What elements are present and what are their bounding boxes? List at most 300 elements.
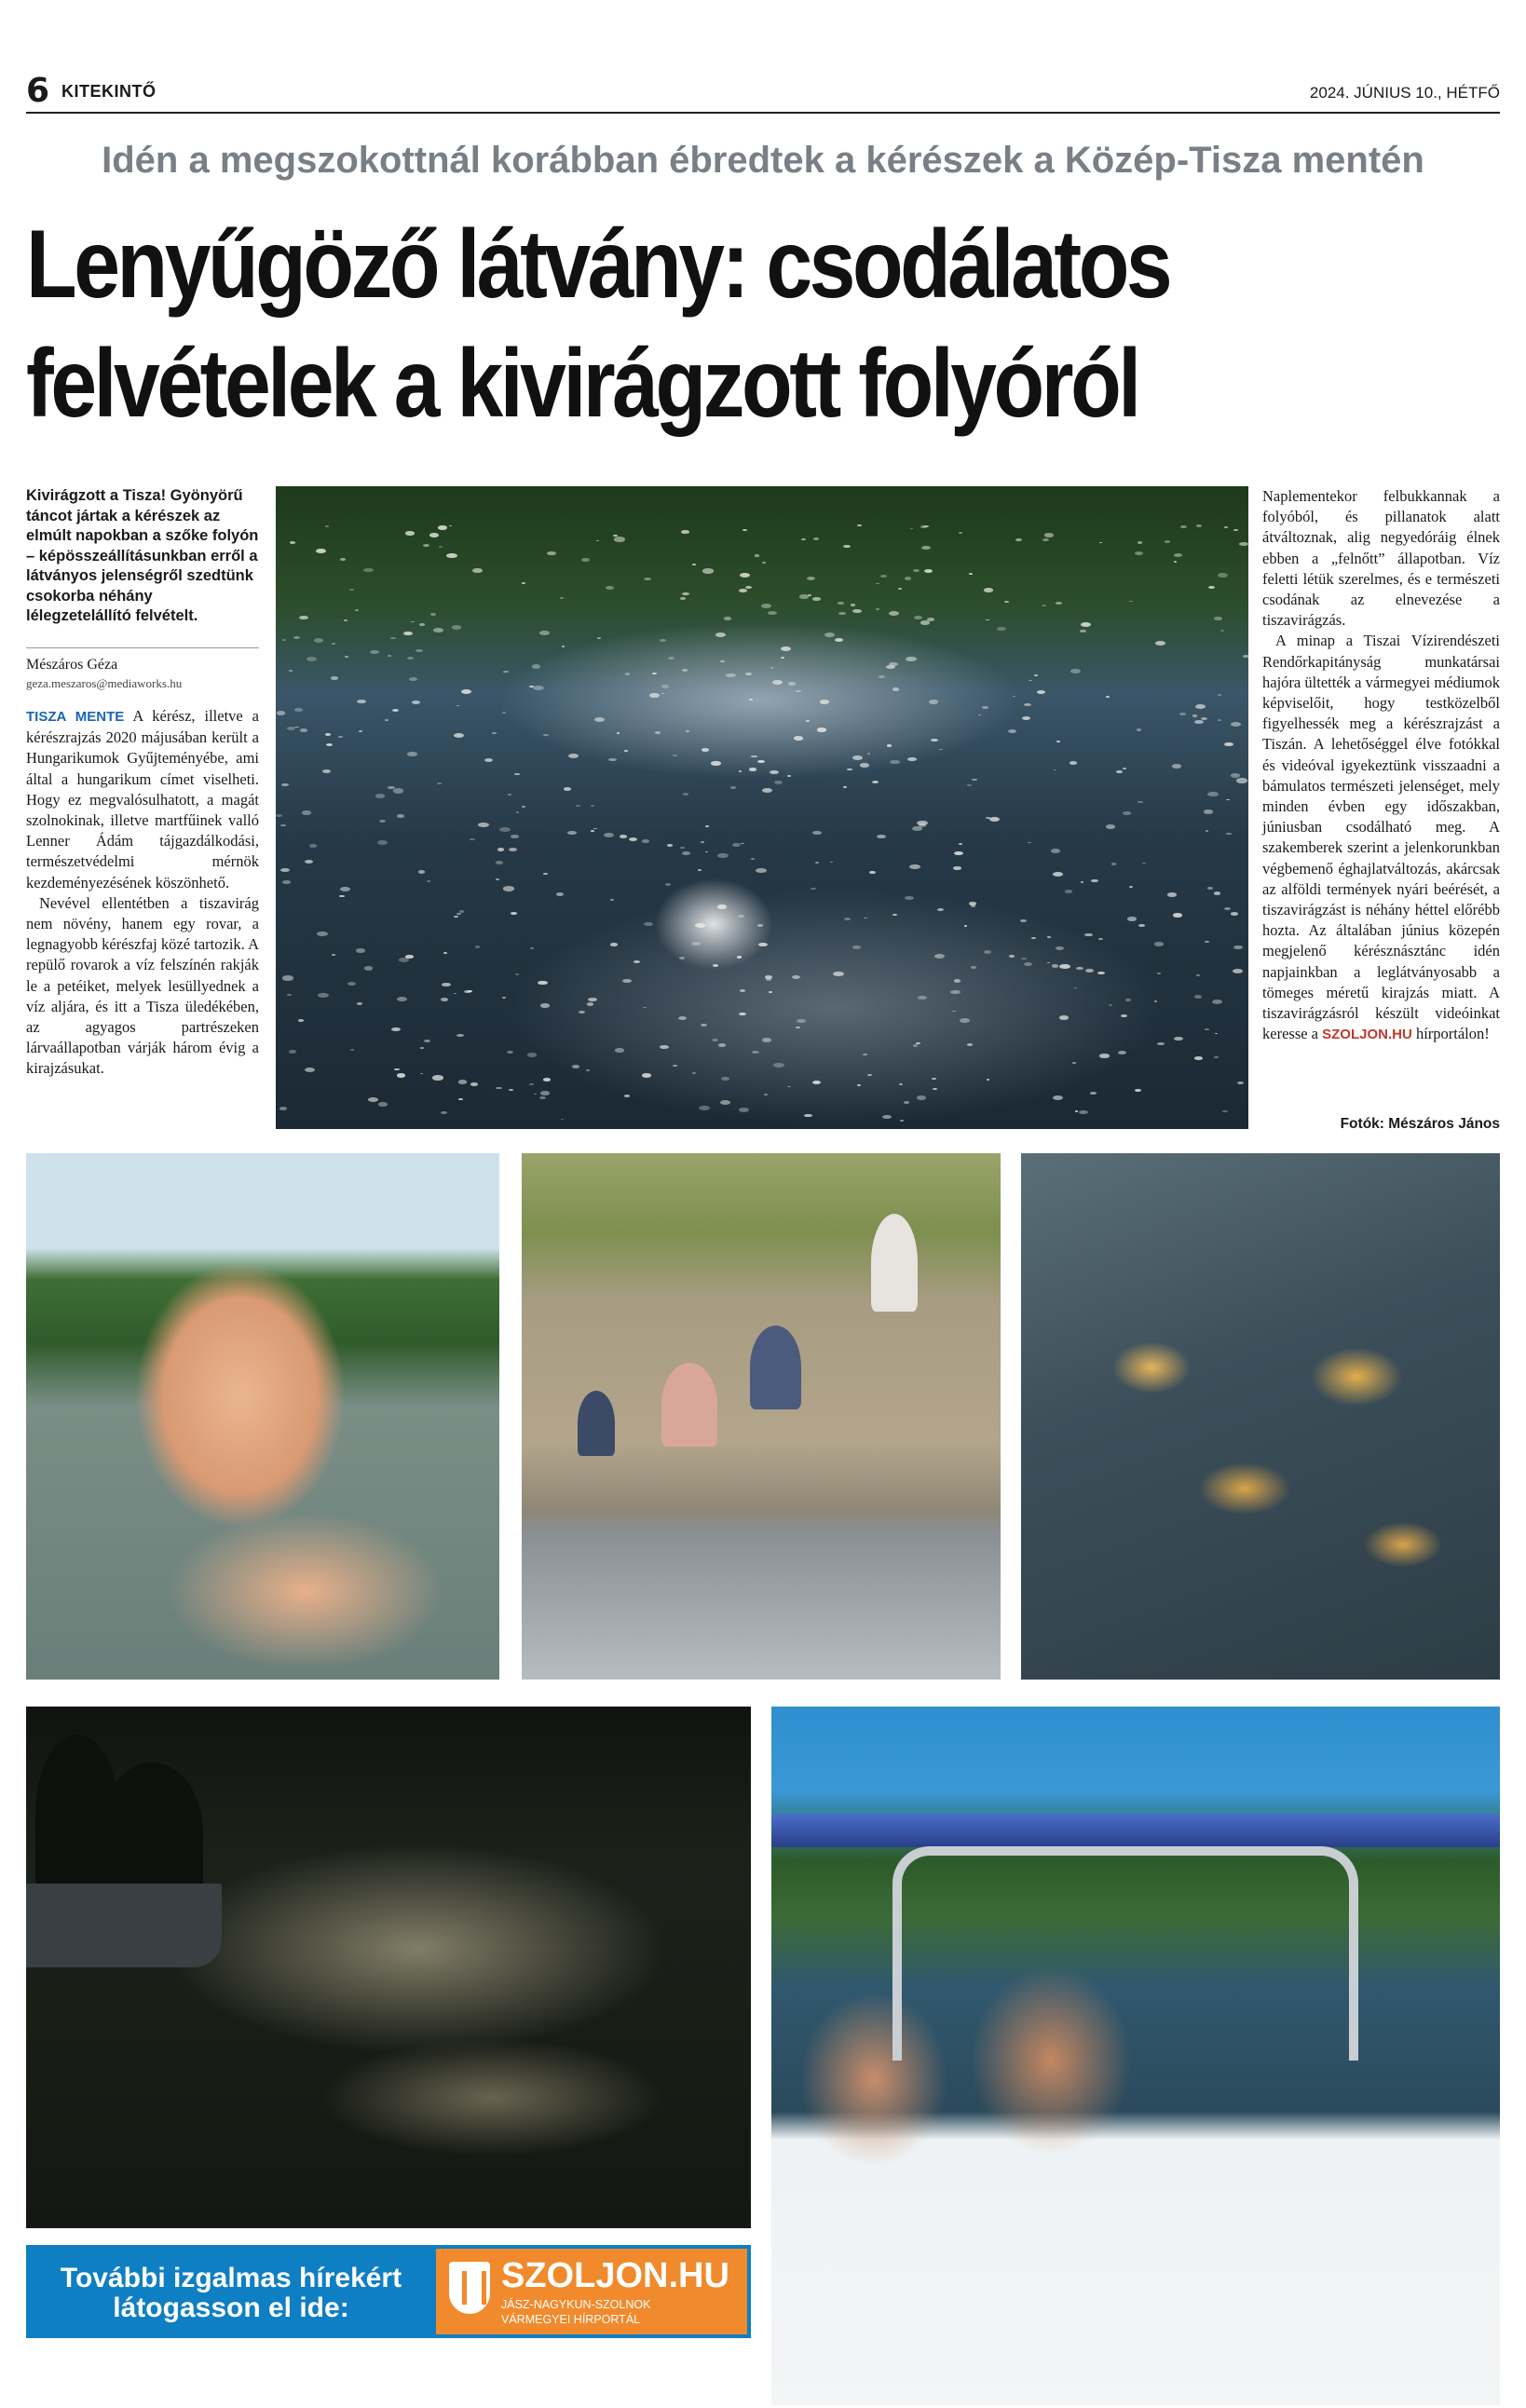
mayfly-speck xyxy=(815,862,819,864)
mayfly-speck xyxy=(397,1073,405,1077)
mayfly-speck xyxy=(412,701,420,704)
mayfly-speck xyxy=(446,553,456,558)
mayfly-speck xyxy=(876,583,879,585)
mayfly-speck xyxy=(316,549,326,553)
mayfly-speck xyxy=(1084,933,1093,937)
mayfly-speck xyxy=(1080,630,1085,633)
mayfly-speck xyxy=(847,769,852,771)
mayfly-speck xyxy=(1222,1110,1227,1112)
photo-girl-with-mayfly xyxy=(26,1153,499,1680)
mayfly-speck xyxy=(929,700,938,704)
mayfly-speck xyxy=(622,979,632,984)
mayfly-speck xyxy=(441,998,448,1001)
person-figure xyxy=(871,1214,918,1312)
mayfly-speck xyxy=(1118,1051,1126,1054)
mayfly-speck xyxy=(522,806,525,808)
tagline-line: VÁRMEGYEI HÍRPORTÁL xyxy=(501,2313,641,2326)
mayfly-speck xyxy=(509,848,517,851)
mayfly-speck xyxy=(322,769,331,773)
mayfly-speck xyxy=(715,633,726,637)
mayfly-speck xyxy=(331,676,337,679)
mayfly-speck xyxy=(388,655,391,657)
mayfly-speck xyxy=(392,709,399,712)
mayfly-speck xyxy=(538,981,548,986)
mayfly-speck xyxy=(1075,1110,1078,1111)
issue-date: 2024. JÚNIUS 10., HÉTFŐ xyxy=(1309,84,1500,102)
mayfly-speck xyxy=(978,714,981,715)
mayfly-speck xyxy=(472,568,482,573)
mayfly-speck xyxy=(817,728,826,731)
mayfly-speck xyxy=(527,1053,537,1057)
mayfly-speck xyxy=(543,1078,552,1082)
mayfly-speck xyxy=(843,786,847,788)
mayfly-speck xyxy=(939,749,943,751)
mayfly-speck xyxy=(1192,714,1198,716)
mayfly-speck xyxy=(773,1063,784,1068)
mayfly-speck xyxy=(1206,830,1208,831)
mayfly-speck xyxy=(906,657,917,661)
mayfly-speck xyxy=(745,586,752,589)
mayfly-speck xyxy=(1024,703,1031,707)
mayfly-speck xyxy=(1205,1028,1208,1030)
mayfly-speck xyxy=(984,950,992,954)
mayfly-speck xyxy=(279,1107,288,1110)
logo-brand-name: SZOLJON.HU xyxy=(501,2256,729,2295)
mayfly-speck xyxy=(1218,573,1227,578)
mayfly-speck xyxy=(1042,605,1045,606)
mayfly-speck xyxy=(318,993,329,998)
mayfly-speck xyxy=(813,537,819,540)
paragraph: Naplementekor felbukkannak a folyóból, és pillanatok alatt átváltoznak, alig negyedóráig élnek ebben a „felnőtt” állapotban. Víz feletti létük szerelmes, és e természeti csodának az elnevezése a tiszavirágzás. xyxy=(1262,487,1500,630)
mayfly-speck xyxy=(764,1094,768,1095)
mayfly-speck xyxy=(357,1002,362,1005)
mayfly-speck xyxy=(740,573,750,578)
mayfly-speck xyxy=(880,575,887,578)
mayfly-speck xyxy=(644,578,651,580)
mayfly-speck xyxy=(407,657,414,660)
mayfly-speck xyxy=(1004,601,1009,603)
mayfly-speck xyxy=(1173,913,1182,917)
mayfly-speck xyxy=(379,820,386,823)
mayfly-speck xyxy=(532,664,541,668)
mayfly-speck xyxy=(918,996,927,1000)
mayfly-speck xyxy=(1028,842,1031,844)
mayfly-speck xyxy=(769,991,772,993)
mayfly-speck xyxy=(1042,538,1049,541)
mayfly-speck xyxy=(720,1100,730,1105)
tagline-line: JÁSZ-NAGYKUN-SZOLNOK xyxy=(501,2298,651,2311)
mayfly-speck xyxy=(740,989,745,992)
mayfly-speck xyxy=(1111,863,1117,865)
mayfly-speck xyxy=(492,732,497,734)
mayfly-speck xyxy=(1081,881,1083,882)
mayfly-speck xyxy=(907,757,917,761)
shield-icon xyxy=(449,2262,490,2314)
mayfly-speck xyxy=(1224,907,1231,910)
promo-text-line: látogasson el ide: xyxy=(113,2292,349,2323)
mayfly-speck xyxy=(739,770,742,771)
mayfly-speck xyxy=(812,597,820,601)
mayfly-speck xyxy=(586,1069,591,1071)
mayfly-speck xyxy=(281,783,289,787)
article-kicker: Idén a megszokottnál korábban ébredtek a kérészek a Közép-Tisza mentén xyxy=(102,140,1424,181)
mayfly-speck xyxy=(298,1019,304,1022)
mayfly-speck xyxy=(405,531,415,535)
mayfly-speck xyxy=(686,730,689,732)
mayfly-speck xyxy=(454,993,456,995)
mayfly-speck xyxy=(872,781,879,783)
mayfly-speck xyxy=(1013,696,1015,697)
body-column-right xyxy=(1262,486,1500,1045)
mayfly-speck xyxy=(770,770,779,775)
mayfly-speck xyxy=(1236,778,1247,782)
mayfly-speck xyxy=(969,573,973,575)
mayfly-speck xyxy=(1167,892,1177,897)
mayfly-speck xyxy=(812,1081,822,1084)
mayfly-speck xyxy=(442,983,451,986)
mayfly-speck xyxy=(967,784,972,786)
promo-banner[interactable] xyxy=(26,2245,751,2338)
mayfly-speck xyxy=(899,1083,903,1085)
mayfly-speck xyxy=(812,831,822,835)
mayfly-speck xyxy=(529,1083,533,1085)
mayfly-speck xyxy=(1024,962,1032,966)
mayfly-speck xyxy=(1074,987,1077,989)
mayfly-speck xyxy=(355,609,359,611)
site-link[interactable]: SZOLJON.HU xyxy=(1322,1027,1412,1043)
mayfly-speck xyxy=(543,734,549,737)
mayfly-speck xyxy=(615,1048,624,1052)
mayfly-speck xyxy=(302,810,311,815)
mayfly-speck xyxy=(394,1068,400,1071)
mayfly-speck xyxy=(766,978,771,981)
mayfly-speck xyxy=(863,1054,867,1055)
mayfly-speck xyxy=(340,558,346,561)
mayfly-speck xyxy=(1239,542,1248,547)
mayfly-speck xyxy=(691,942,701,946)
article-headline xyxy=(26,205,1300,443)
mayfly-speck xyxy=(879,675,885,678)
mayfly-speck xyxy=(617,732,620,734)
mayfly-speck xyxy=(282,880,290,884)
mayfly-speck xyxy=(397,997,407,1001)
mayfly-speck xyxy=(954,979,961,982)
mayfly-speck xyxy=(649,693,659,698)
mayfly-speck xyxy=(290,541,296,544)
mayfly-speck xyxy=(1085,969,1094,973)
mayfly-speck xyxy=(917,1095,926,1100)
mayfly-speck xyxy=(456,705,459,706)
mayfly-speck xyxy=(456,1034,464,1037)
mayfly-speck xyxy=(409,677,417,681)
mayfly-speck xyxy=(368,1097,378,1102)
mayfly-speck xyxy=(890,760,900,765)
mayfly-speck xyxy=(852,755,863,760)
mayfly-speck xyxy=(838,602,843,605)
mayfly-speck xyxy=(864,918,867,919)
mayfly-speck xyxy=(1157,1042,1165,1046)
mayfly-speck xyxy=(1009,955,1015,958)
mayfly-speck xyxy=(887,744,892,747)
mayfly-speck xyxy=(892,914,897,916)
mayfly-speck xyxy=(806,720,810,722)
mayfly-speck xyxy=(851,604,855,605)
mayfly-speck xyxy=(720,660,725,662)
mayfly-speck xyxy=(933,1088,938,1091)
mayfly-speck xyxy=(781,657,784,659)
mayfly-speck xyxy=(344,619,347,621)
mayfly-speck xyxy=(503,671,509,673)
mayfly-speck xyxy=(867,1074,872,1076)
mayfly-speck xyxy=(1129,601,1133,603)
mayfly-speck xyxy=(418,870,426,874)
mayfly-speck xyxy=(534,1094,537,1095)
mayfly-speck xyxy=(717,905,727,908)
mayfly-speck xyxy=(572,1065,579,1068)
mayfly-speck xyxy=(762,1038,772,1042)
mayfly-speck xyxy=(668,657,674,660)
mayfly-speck xyxy=(317,932,328,936)
mayfly-speck xyxy=(1137,728,1141,730)
mayfly-speck xyxy=(411,621,415,623)
mayfly-speck xyxy=(1214,891,1220,894)
mayfly-speck xyxy=(1135,551,1143,555)
mayfly-speck xyxy=(624,750,628,752)
mayfly-speck xyxy=(756,868,767,873)
mayfly-speck xyxy=(913,569,920,572)
mayfly-speck xyxy=(914,616,922,619)
mayfly-speck xyxy=(743,529,747,531)
mayfly-speck xyxy=(591,805,594,807)
mayfly-speck xyxy=(959,843,962,845)
mayfly-speck xyxy=(1214,617,1221,620)
mayfly-speck xyxy=(774,781,783,784)
mayfly-speck xyxy=(984,588,993,592)
mayfly-speck xyxy=(507,1051,513,1054)
mayfly-speck xyxy=(441,1111,447,1114)
mayfly-speck xyxy=(539,631,550,635)
mayfly-speck xyxy=(1072,1062,1076,1064)
mayfly-speck xyxy=(608,758,616,762)
mayfly-speck xyxy=(932,1078,936,1080)
mayfly-speck xyxy=(407,752,416,756)
mayfly-speck xyxy=(739,1108,749,1112)
mayfly-speck xyxy=(1056,946,1064,950)
mayfly-speck xyxy=(987,1079,989,1080)
mayfly-speck xyxy=(1142,863,1146,864)
mayfly-speck xyxy=(889,662,898,667)
mayfly-speck xyxy=(309,844,318,848)
mayfly-speck xyxy=(905,577,911,579)
mayfly-speck xyxy=(1008,729,1016,733)
mayfly-speck xyxy=(642,839,649,843)
mayfly-speck xyxy=(673,755,677,756)
mayfly-speck xyxy=(289,670,293,672)
mayfly-speck xyxy=(877,835,886,838)
mayfly-speck xyxy=(713,964,718,967)
mayfly-speck xyxy=(737,956,742,958)
photo-people-on-riverbank xyxy=(522,1153,1001,1680)
mayfly-speck xyxy=(443,952,447,954)
mayfly-speck xyxy=(835,638,843,642)
mayfly-speck xyxy=(660,639,666,642)
mayfly-speck xyxy=(299,616,307,619)
mayfly-speck xyxy=(701,841,705,843)
mayfly-speck xyxy=(1204,809,1213,814)
mayfly-speck xyxy=(1172,764,1181,769)
mayfly-speck xyxy=(1207,792,1219,796)
mayfly-speck xyxy=(496,861,503,864)
mayfly-speck xyxy=(340,887,350,891)
mayfly-speck xyxy=(456,913,461,915)
mayfly-speck xyxy=(1116,770,1122,773)
mayfly-speck xyxy=(678,1016,687,1020)
mayfly-speck xyxy=(843,545,851,548)
mayfly-speck xyxy=(375,794,385,797)
mayfly-speck xyxy=(770,667,773,669)
mayfly-speck xyxy=(560,597,564,599)
mayfly-speck xyxy=(325,733,331,736)
mayfly-speck xyxy=(478,823,489,827)
mayfly-speck xyxy=(610,899,614,901)
mayfly-speck xyxy=(393,788,404,793)
page-header xyxy=(26,73,1500,114)
mayfly-speck xyxy=(1138,541,1142,543)
mayfly-speck xyxy=(430,613,436,616)
mayfly-speck xyxy=(892,687,899,690)
mayfly-speck xyxy=(801,538,805,540)
mayfly-speck xyxy=(755,554,760,556)
mayfly-speck xyxy=(1047,936,1051,938)
mayfly-speck xyxy=(293,636,300,639)
mayfly-speck xyxy=(1218,719,1220,721)
mayfly-speck xyxy=(433,628,443,633)
police-lightbar xyxy=(771,1814,1500,1847)
mayfly-speck xyxy=(289,1050,295,1053)
photo-boat-at-dusk xyxy=(26,1707,751,2228)
mayfly-speck xyxy=(385,719,388,721)
logo-tagline xyxy=(501,2297,650,2327)
mayfly-speck xyxy=(1165,540,1170,543)
mayfly-speck xyxy=(625,673,630,674)
mayfly-speck xyxy=(768,611,777,615)
mayfly-speck xyxy=(824,633,835,637)
mayfly-speck xyxy=(781,646,792,651)
mayfly-speck xyxy=(424,1040,430,1042)
mayfly-speck xyxy=(652,673,658,675)
mayfly-speck xyxy=(732,843,741,847)
mayfly-speck xyxy=(920,620,930,625)
mayfly-speck xyxy=(1097,972,1105,975)
mayfly-speck xyxy=(857,524,862,526)
szoljon-logo[interactable] xyxy=(436,2249,747,2334)
mayfly-speck xyxy=(593,828,597,830)
mayfly-speck xyxy=(718,1043,726,1047)
paragraph-text: A kérész, illetve a kérészrajzás 2020 májusában került a Hungarikumok Gyűjteményébe, ami által a hungarikum címet viselheti. Hogy ez megvalósulhatott, a magát szolnokinak, illetve martfűinek valló Lenner Ádám tájgazdálkodási, természetvédelmi mérnök kezdeményezésének köszönhető. xyxy=(26,707,260,891)
mayfly-speck xyxy=(390,637,396,640)
mayfly-speck xyxy=(499,827,511,832)
mayfly-speck xyxy=(712,1039,718,1041)
mayfly-speck xyxy=(1233,946,1242,949)
mayfly-speck xyxy=(905,896,915,901)
mayfly-speck xyxy=(1070,669,1081,673)
mayfly-speck xyxy=(705,825,709,827)
mayfly-speck xyxy=(1226,833,1232,836)
mayfly-speck xyxy=(788,682,795,685)
mayfly-speck xyxy=(811,888,816,891)
mayfly-speck xyxy=(1070,761,1077,765)
mayfly-speck xyxy=(326,743,333,746)
mayfly-speck xyxy=(1044,533,1054,537)
mayfly-speck xyxy=(867,753,871,755)
mayfly-speck xyxy=(757,924,762,926)
boat-windshield-frame xyxy=(892,1846,1358,2061)
mayfly-speck xyxy=(287,994,292,996)
mayfly-speck xyxy=(1179,713,1186,715)
mayfly-speck xyxy=(642,1073,651,1077)
mayfly-speck xyxy=(882,1115,892,1120)
mayfly-speck xyxy=(496,1087,501,1090)
mayfly-speck xyxy=(314,638,323,643)
mayfly-speck xyxy=(1099,1054,1109,1058)
person-figure xyxy=(661,1363,717,1447)
mayfly-speck xyxy=(280,868,290,872)
mayfly-speck xyxy=(1207,887,1213,890)
mayfly-speck xyxy=(730,786,736,789)
mayfly-speck xyxy=(282,639,285,641)
mayfly-speck xyxy=(751,858,755,860)
mayfly-speck xyxy=(844,918,851,920)
mayfly-speck xyxy=(1138,924,1144,927)
mayfly-speck xyxy=(655,731,661,734)
mayfly-speck xyxy=(682,851,690,855)
mayfly-speck xyxy=(838,612,845,615)
mayfly-speck xyxy=(739,589,748,592)
mayfly-speck xyxy=(724,617,730,619)
author-email: geza.meszaros@mediaworks.hu xyxy=(26,676,183,690)
headline-line-1: Lenyűgöző látvány: csodálatos xyxy=(26,211,1170,319)
mayfly-speck xyxy=(1123,768,1126,769)
mayfly-speck xyxy=(588,998,597,1002)
mayfly-speck xyxy=(1224,526,1228,528)
mayfly-speck xyxy=(1034,674,1038,676)
mayfly-speck xyxy=(419,623,424,625)
mayfly-speck xyxy=(614,537,625,541)
mayfly-speck xyxy=(522,582,525,584)
mayfly-speck xyxy=(282,975,293,980)
mayfly-speck xyxy=(391,1027,401,1032)
mayfly-speck xyxy=(717,853,728,858)
mayfly-speck xyxy=(1031,937,1036,939)
mayfly-speck xyxy=(1195,704,1206,709)
mayfly-speck xyxy=(502,997,506,999)
mayfly-speck xyxy=(1157,973,1161,974)
mayfly-speck xyxy=(1194,995,1203,999)
mayfly-speck xyxy=(470,838,475,841)
mayfly-speck xyxy=(959,532,962,534)
paragraph-text: A minap a Tiszai Vízirendészeti Rendőrkapitányság munkatársai hajóra ültették a vármegyei médiumok képviselőit, hogy testközelből figyelhessék meg a kérészrajzást a Tiszán. A lehetőséggel élve fotókkal és videóval igyekeztünk visszaadni a bámulatos természeti jelenséget, mely minden évben egy időszakban, júniusban csodálható meg. A szakemberek szerint a jelenkorunkban végbemenő éghajlatváltozás, akárcsak az alföldi termények nyári beérését, a tiszavirágzást is néhány héttel előrébb hozta. Az általában június közepén megjelenő kérésznásztánc idén napjainkban a leglátványosabb a tömeges méretű kirajzás miatt. A tiszavirágzásról készült videóinkat keresse a xyxy=(1262,632,1500,1043)
mayfly-speck xyxy=(726,673,735,678)
mayfly-speck xyxy=(1212,1000,1222,1004)
mayfly-speck xyxy=(954,851,963,856)
mayfly-speck xyxy=(644,922,654,927)
mayfly-speck xyxy=(1174,1037,1183,1041)
mayfly-speck xyxy=(604,833,615,837)
mayfly-speck xyxy=(454,733,465,738)
mayfly-speck xyxy=(1231,912,1239,916)
mayfly-speck xyxy=(986,619,989,621)
mayfly-speck xyxy=(357,700,366,704)
